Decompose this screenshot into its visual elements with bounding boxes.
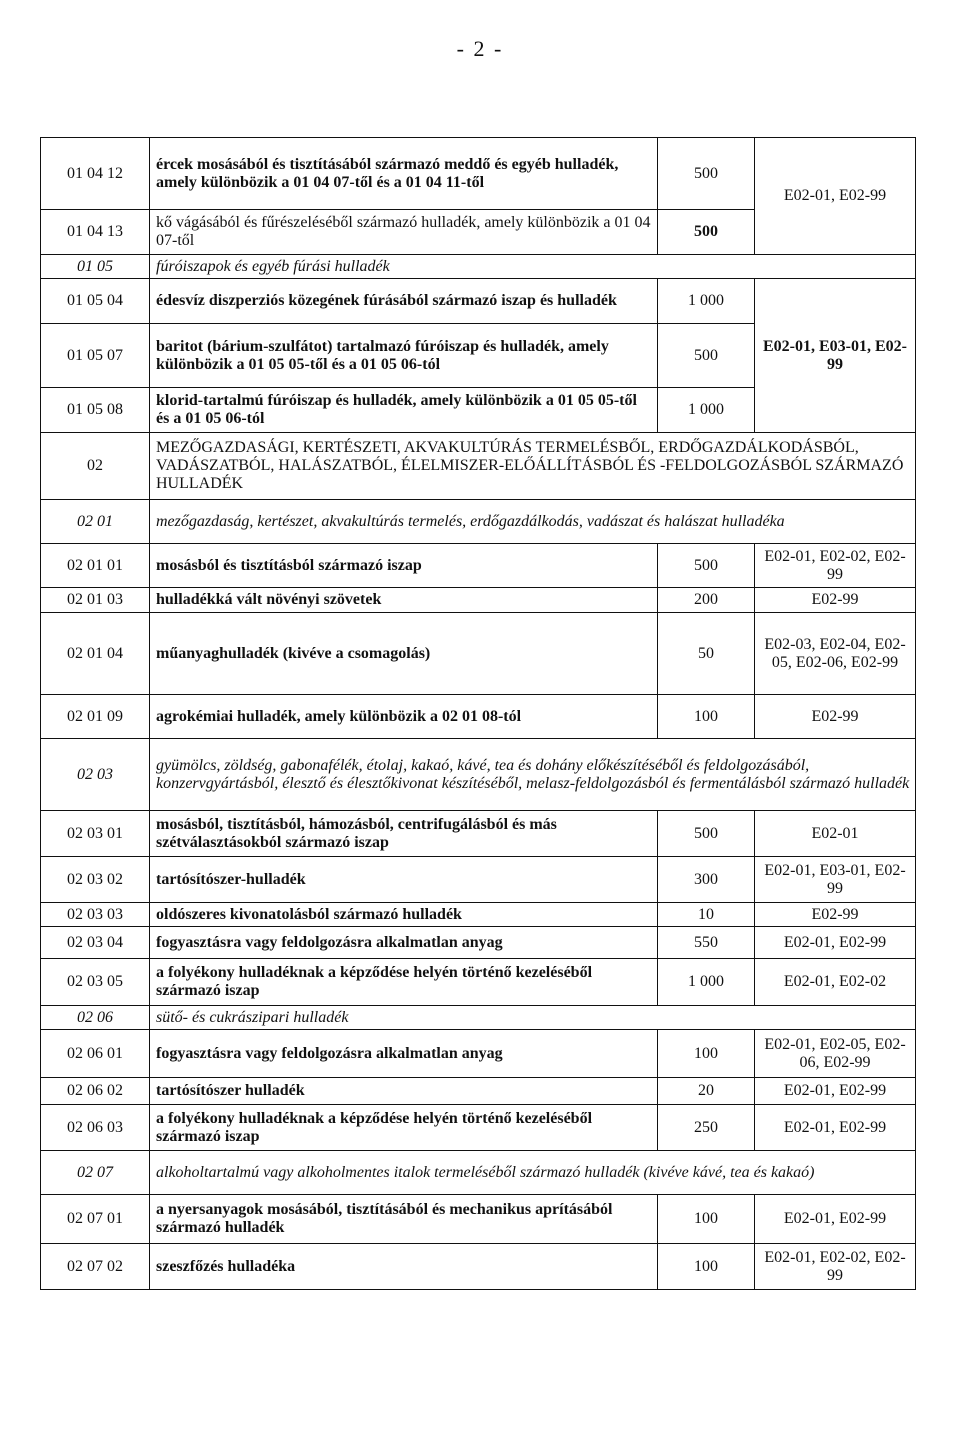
waste-code: 02 03 02 bbox=[41, 857, 150, 903]
waste-code: 01 05 04 bbox=[41, 279, 150, 324]
waste-description: oldószeres kivonatolásból származó hulladék bbox=[150, 903, 658, 927]
table-row bbox=[41, 811, 916, 857]
waste-description: fúróiszapok és egyéb fúrási hulladék bbox=[150, 255, 916, 279]
table-row bbox=[41, 1030, 916, 1078]
quantity: 500 bbox=[658, 811, 755, 857]
waste-code: 02 06 03 bbox=[41, 1105, 150, 1151]
elimination-codes: E02-01, E02-99 bbox=[755, 1195, 916, 1244]
quantity: 100 bbox=[658, 1195, 755, 1244]
waste-description: baritot (bárium-szulfátot) tartalmazó fúróiszap és hulladék, amely különbözik a 01 05 05-től és a 01 05 06-tól bbox=[150, 324, 658, 388]
waste-description: fogyasztásra vagy feldolgozásra alkalmatlan anyag bbox=[150, 1030, 658, 1078]
waste-code: 02 bbox=[41, 433, 150, 500]
waste-description: tartósítószer hulladék bbox=[150, 1078, 658, 1105]
waste-description: a nyersanyagok mosásából, tisztításából és mechanikus aprításából származó hulladék bbox=[150, 1195, 658, 1244]
waste-description: műanyaghulladék (kivéve a csomagolás) bbox=[150, 613, 658, 695]
quantity: 100 bbox=[658, 1244, 755, 1290]
waste-description: alkoholtartalmú vagy alkoholmentes italok termeléséből származó hulladék (kivéve kávé, tea és kakaó) bbox=[150, 1151, 916, 1195]
waste-description: mosásból és tisztításból származó iszap bbox=[150, 544, 658, 588]
quantity: 20 bbox=[658, 1078, 755, 1105]
waste-code: 02 01 04 bbox=[41, 613, 150, 695]
waste-description: MEZŐGAZDASÁGI, KERTÉSZETI, AKVAKULTÚRÁS TERMELÉSBŐL, ERDŐGAZDÁLKODÁSBÓL, VADÁSZATBÓL, HALÁSZATBÓL, ÉLELMISZER-ELŐÁLLÍTÁSBÓL ÉS -FELDOLGOZÁSBÓL SZÁRMAZÓ HULLADÉK bbox=[150, 433, 916, 500]
table-row bbox=[41, 588, 916, 613]
table-row bbox=[41, 279, 916, 324]
table-row bbox=[41, 1006, 916, 1030]
waste-description: mezőgazdaság, kertészet, akvakultúrás termelés, erdőgazdálkodás, vadászat és halászat hulladéka bbox=[150, 500, 916, 544]
waste-code: 01 05 bbox=[41, 255, 150, 279]
waste-code: 02 03 05 bbox=[41, 959, 150, 1006]
waste-description: klorid-tartalmú fúróiszap és hulladék, amely különbözik a 01 05 05-től és a 01 05 06-tól bbox=[150, 388, 658, 433]
waste-code: 02 06 02 bbox=[41, 1078, 150, 1105]
table-row bbox=[41, 739, 916, 811]
waste-code: 02 01 bbox=[41, 500, 150, 544]
waste-code: 02 03 03 bbox=[41, 903, 150, 927]
waste-code: 02 03 bbox=[41, 739, 150, 811]
quantity: 500 bbox=[658, 210, 755, 255]
waste-description: mosásból, tisztításból, hámozásból, centrifugálásból és más szétválasztásokból származó iszap bbox=[150, 811, 658, 857]
elimination-codes: E02-01 bbox=[755, 811, 916, 857]
table-row bbox=[41, 927, 916, 959]
table-row bbox=[41, 544, 916, 588]
waste-code-table bbox=[40, 137, 916, 1290]
page-number: - 2 - bbox=[456, 36, 504, 61]
waste-description: fogyasztásra vagy feldolgozásra alkalmatlan anyag bbox=[150, 927, 658, 959]
elimination-codes: E02-01, E03-01, E02-99 bbox=[755, 857, 916, 903]
quantity: 1 000 bbox=[658, 388, 755, 433]
quantity: 100 bbox=[658, 695, 755, 739]
elimination-codes: E02-01, E02-99 bbox=[755, 138, 916, 255]
table-row bbox=[41, 1105, 916, 1151]
table-row bbox=[41, 1078, 916, 1105]
waste-description: ércek mosásából és tisztításából származó meddő és egyéb hulladék, amely különbözik a 01 04 07-től és a 01 04 11-től bbox=[150, 138, 658, 210]
waste-code: 02 06 01 bbox=[41, 1030, 150, 1078]
waste-code: 02 07 01 bbox=[41, 1195, 150, 1244]
quantity: 1 000 bbox=[658, 279, 755, 324]
elimination-codes: E02-01, E02-02, E02-99 bbox=[755, 1244, 916, 1290]
waste-description: szeszfőzés hulladéka bbox=[150, 1244, 658, 1290]
waste-code: 01 04 12 bbox=[41, 138, 150, 210]
waste-code: 02 07 02 bbox=[41, 1244, 150, 1290]
quantity: 50 bbox=[658, 613, 755, 695]
table-row bbox=[41, 138, 916, 210]
waste-code: 02 03 01 bbox=[41, 811, 150, 857]
waste-code: 02 07 bbox=[41, 1151, 150, 1195]
quantity: 550 bbox=[658, 927, 755, 959]
elimination-codes: E02-03, E02-04, E02-05, E02-06, E02-99 bbox=[755, 613, 916, 695]
elimination-codes: E02-99 bbox=[755, 903, 916, 927]
waste-description: tartósítószer-hulladék bbox=[150, 857, 658, 903]
quantity: 500 bbox=[658, 138, 755, 210]
table-row bbox=[41, 1244, 916, 1290]
waste-code: 02 01 09 bbox=[41, 695, 150, 739]
waste-description: a folyékony hulladéknak a képződése helyén történő kezeléséből származó iszap bbox=[150, 959, 658, 1006]
waste-description: hulladékká vált növényi szövetek bbox=[150, 588, 658, 613]
quantity: 200 bbox=[658, 588, 755, 613]
quantity: 1 000 bbox=[658, 959, 755, 1006]
quantity: 100 bbox=[658, 1030, 755, 1078]
table-row bbox=[41, 695, 916, 739]
elimination-codes: E02-01, E02-99 bbox=[755, 1078, 916, 1105]
elimination-codes: E02-99 bbox=[755, 588, 916, 613]
waste-code: 02 06 bbox=[41, 1006, 150, 1030]
elimination-codes: E02-01, E02-02, E02-99 bbox=[755, 544, 916, 588]
quantity: 500 bbox=[658, 324, 755, 388]
elimination-codes: E02-01, E02-99 bbox=[755, 1105, 916, 1151]
quantity: 300 bbox=[658, 857, 755, 903]
elimination-codes: E02-01, E02-99 bbox=[755, 927, 916, 959]
quantity: 10 bbox=[658, 903, 755, 927]
waste-code: 01 04 13 bbox=[41, 210, 150, 255]
waste-code: 01 05 08 bbox=[41, 388, 150, 433]
waste-description: kő vágásából és fűrészeléséből származó hulladék, amely különbözik a 01 04 07-től bbox=[150, 210, 658, 255]
quantity: 500 bbox=[658, 544, 755, 588]
table-row bbox=[41, 433, 916, 500]
table-row bbox=[41, 500, 916, 544]
table-row bbox=[41, 255, 916, 279]
waste-description: gyümölcs, zöldség, gabonafélék, étolaj, kakaó, kávé, tea és dohány előkészítéséből és feldolgozásából, konzervgyártásból, élesztő és élesztőkivonat készítéséből, melasz-feldolgozásból és fermentálásból származó hulladék bbox=[150, 739, 916, 811]
table-row bbox=[41, 857, 916, 903]
table-row bbox=[41, 1195, 916, 1244]
elimination-codes: E02-01, E02-05, E02-06, E02-99 bbox=[755, 1030, 916, 1078]
waste-code: 01 05 07 bbox=[41, 324, 150, 388]
table-row bbox=[41, 959, 916, 1006]
waste-description: sütő- és cukrászipari hulladék bbox=[150, 1006, 916, 1030]
table-row bbox=[41, 613, 916, 695]
waste-description: édesvíz diszperziós közegének fúrásából származó iszap és hulladék bbox=[150, 279, 658, 324]
elimination-codes: E02-01, E03-01, E02-99 bbox=[755, 279, 916, 433]
elimination-codes: E02-01, E02-02 bbox=[755, 959, 916, 1006]
waste-description: agrokémiai hulladék, amely különbözik a 02 01 08-tól bbox=[150, 695, 658, 739]
waste-code: 02 03 04 bbox=[41, 927, 150, 959]
quantity: 250 bbox=[658, 1105, 755, 1151]
elimination-codes: E02-99 bbox=[755, 695, 916, 739]
waste-description: a folyékony hulladéknak a képződése helyén történő kezeléséből származó iszap bbox=[150, 1105, 658, 1151]
table-row bbox=[41, 903, 916, 927]
waste-code: 02 01 03 bbox=[41, 588, 150, 613]
table-row bbox=[41, 1151, 916, 1195]
waste-code: 02 01 01 bbox=[41, 544, 150, 588]
